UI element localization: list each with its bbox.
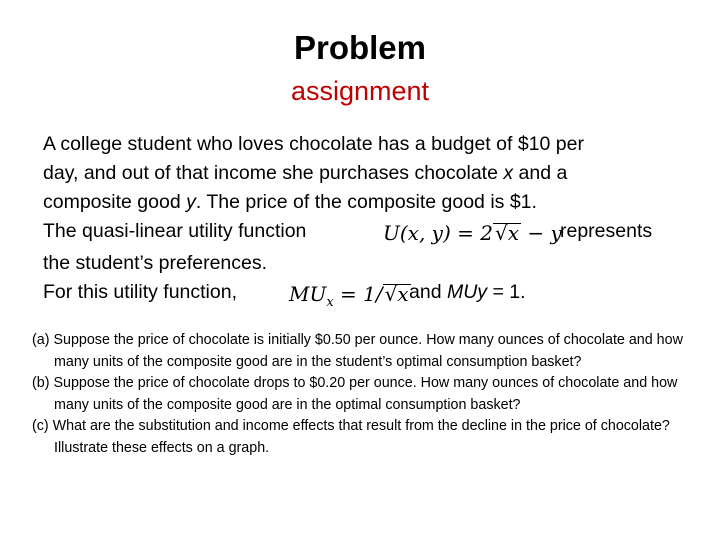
marginal-utility-line: For this utility function, $MU_x = 1/$ √x and MUy = 1. [43,278,683,310]
question-list [32,330,704,460]
intro-line-5: the student’s preferences. [43,252,268,274]
utility-equation: U(x, y) = 2 √x − y [383,221,562,245]
question-a: (a) Suppose the price of chocolate is initially $0.50 per ounce. How many ounces of chocolate and how many units of the composite good are in the student’s optimal consumption basket? [32,332,683,370]
intro-text [43,130,683,310]
utility-function-line: The quasi-linear utility function U(x, y) = 2 √x − y represents [43,217,683,249]
sqrt-symbol: √x [384,282,409,306]
page-title: Problem [293,29,427,66]
page-subtitle: assignment [290,76,430,106]
intro-line-3: composite good y. The price of the composite good is $1. [43,191,537,213]
intro-line-2: day, and out of that income she purchases chocolate x and a [43,162,568,184]
sqrt-symbol: √x [494,221,519,245]
intro-line-1: A college student who loves chocolate has a budget of $10 per [43,133,584,155]
question-c: (c) What are the substitution and income effects that result from the decline in the price of chocolate? Illustrate these effects on a graph. [32,418,670,456]
mux-equation: $MU_x = 1/$ √x [289,282,409,310]
question-b: (b) Suppose the price of chocolate drops to $0.20 per ounce. How many ounces of chocolate and how many units of the composite good are in the optimal consumption basket? [32,375,678,413]
